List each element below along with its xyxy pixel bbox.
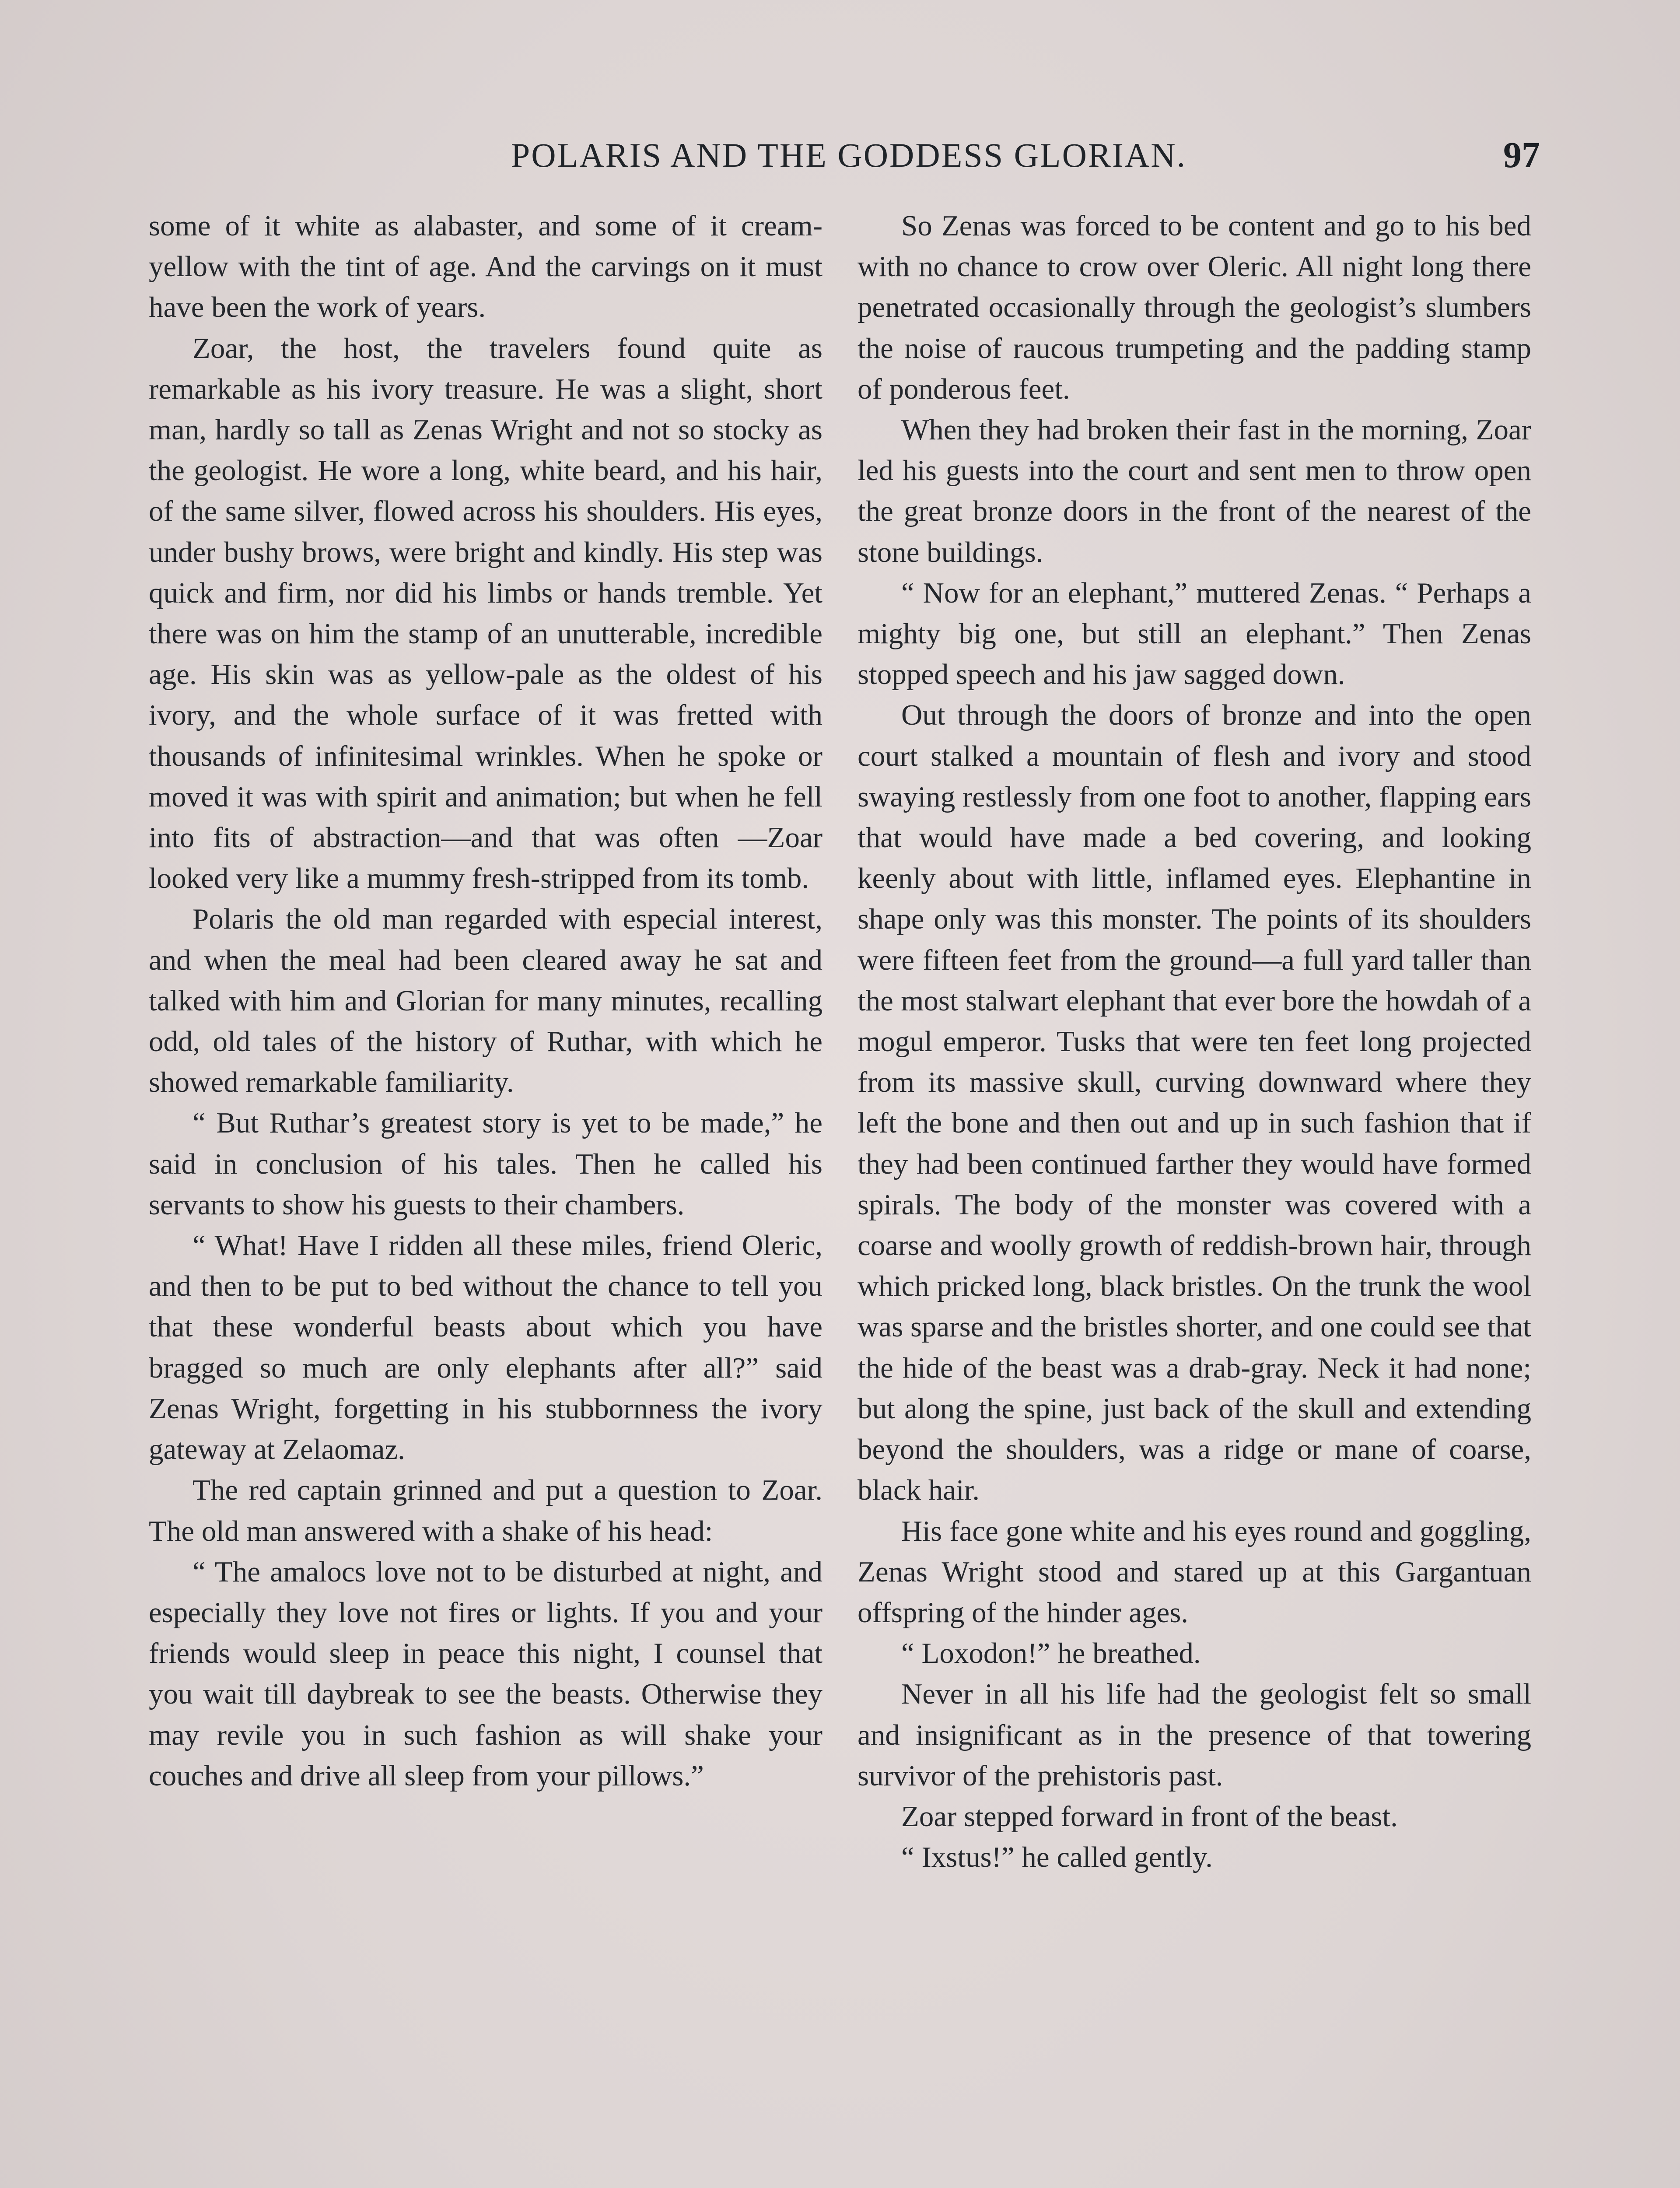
paragraph: “ Ixstus!” he called gently. bbox=[901, 1841, 1213, 1874]
paragraph: So Zenas was forced to be content and go to his bed with no chance to crow over Oleric. All night long there penetrated occasionally through the geologist’s slumbers the noise of raucous trumpeting and the padding stamp of ponderous feet. bbox=[858, 210, 1531, 405]
paragraph: “ Now for an elephant,” muttered Zenas. “ Perhaps a mighty big one, but still an elephant.” Then Zenas stopped speech and his jaw sagged down. bbox=[858, 576, 1531, 691]
left-column bbox=[149, 206, 822, 1796]
paragraph: When they had broken their fast in the morning, Zoar led his guests into the court and sent men to throw open the great bronze doors in the front of the nearest of the stone buildings. bbox=[858, 414, 1531, 568]
paragraph: Never in all his life had the geologist felt so small and insignificant as in the presence of that towering survivor of the prehistoris past. bbox=[858, 1678, 1531, 1792]
paragraph: The red captain grinned and put a question to Zoar. The old man answered with a shake of his head: bbox=[149, 1474, 822, 1547]
paragraph: Zoar stepped forward in front of the beast. bbox=[901, 1800, 1398, 1833]
paragraph: “ What! Have I ridden all these miles, friend Oleric, and then to be put to bed without the chance to tell you that these wonderful beasts about which you have bragged so much are only elephants after all?” said Zenas Wright, forgetting in his stubbornness the ivory gateway at Zelaomaz. bbox=[149, 1229, 822, 1466]
running-head bbox=[158, 131, 1540, 179]
paragraph: “ Loxodon!” he breathed. bbox=[901, 1637, 1201, 1670]
paragraph: some of it white as alabaster, and some of it cream-yellow with the tint of age. And the carvings on it must have been the work of years. bbox=[149, 210, 822, 324]
paragraph: “ The amalocs love not to be disturbed at night, and especially they love not fires or lights. If you and your friends would sleep in peace this night, I counsel that you wait till daybreak to see the beasts. Otherwise they may revile you in such fashion as will shake your couches and drive all sleep from your pillows.” bbox=[149, 1555, 822, 1792]
paragraph: Out through the doors of bronze and into the open court stalked a mountain of flesh and ivory and stood swaying restlessly from one foot to another, flapping ears that would have made a bed covering, and looking keenly about with little, inflamed eyes. Elephantine in shape only was this monster. The points of its shoulders were fifteen feet from the ground—a full yard taller than the most stalwart elephant that ever bore the howdah of a mogul emperor. Tusks that were ten feet long projected from its massive skull, curving downward where they left the bone and then out and up in such fashion that if they had been continued farther they would have formed spirals. The body of the monster was covered with a coarse and woolly growth of reddish-brown hair, through which pricked long, black bristles. On the trunk the wool was sparse and the bristles shorter, and one could see that the hide of the beast was a drab-gray. Neck it had none; but along the spine, just back of the skull and extending beyond the shoulders, was a ridge or mane of coarse, black hair. bbox=[858, 699, 1531, 1507]
right-column bbox=[858, 206, 1531, 1878]
page-number: 97 bbox=[1503, 135, 1540, 175]
running-title: POLARIS AND THE GODDESS GLORIAN. bbox=[511, 136, 1187, 174]
paragraph: Zoar, the host, the travelers found quite as remarkable as his ivory treasure. He was a slight, short man, hardly so tall as Zenas Wright and not so stocky as the geologist. He wore a long, white beard, and his hair, of the same silver, flowed across his shoulders. His eyes, under bushy brows, were bright and kindly. His step was quick and firm, nor did his limbs or hands tremble. Yet there was on him the stamp of an unutterable, incredible age. His skin was as yellow-pale as the oldest of his ivory, and the whole surface of it was fretted with thousands of infinitesimal wrinkles. When he spoke or moved it was with spirit and animation; but when he fell into fits of abstraction—and that was often —Zoar looked very like a mummy fresh-stripped from its tomb. bbox=[149, 332, 822, 895]
paragraph: His face gone white and his eyes round and goggling, Zenas Wright stood and stared up at this Gargantuan offspring of the hinder ages. bbox=[858, 1515, 1531, 1629]
paragraph: “ But Ruthar’s greatest story is yet to be made,” he said in conclusion of his tales. Then he called his servants to show his guests to their chambers. bbox=[149, 1107, 822, 1221]
paragraph: Polaris the old man regarded with especial interest, and when the meal had been cleared away he sat and talked with him and Glorian for many minutes, recalling odd, old tales of the history of Ruthar, with which he showed remarkable familiarity. bbox=[149, 903, 822, 1099]
